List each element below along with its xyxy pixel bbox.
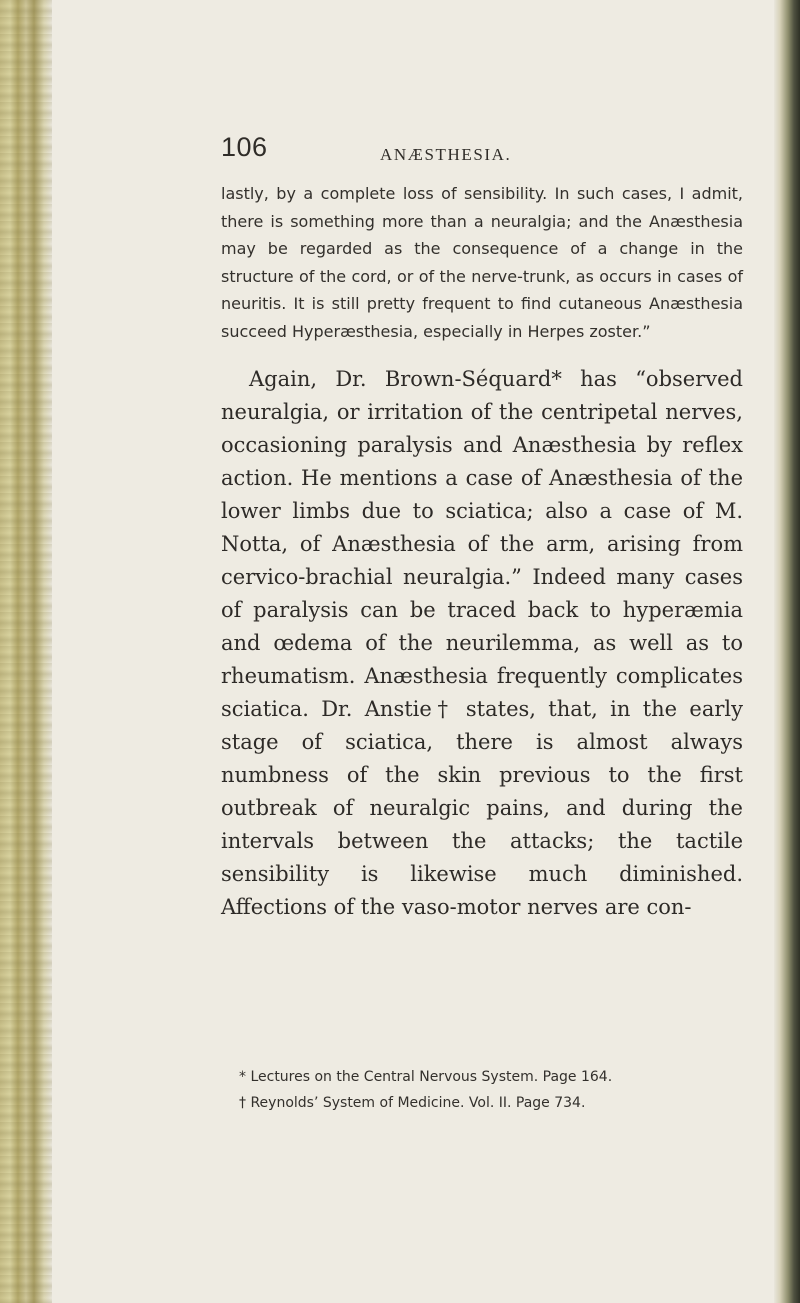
footnote-1: * Lectures on the Central Nervous System. Page 164.	[239, 1069, 613, 1085]
body-paragraph: Again, Dr. Brown-Séquard* has “observed neuralgia, or irritation of the centripetal nerves, occasioning paralysis and Anæsthesia by reflex action. He mentions a case of Anæsthesia of the lower limbs due to sciatica; also a case of M. Notta, of Anæsthesia of the arm, arising from cervico-brachial neuralgia.” Indeed many cases of paralysis can be traced back to hyperæmia and œdema of the neurilemma, as well as to rheumatism. Anæsthesia frequently complicates sciatica. Dr. Anstie† states, that, in the early stage of sciatica, there is almost always numbness of the skin previous to the first outbreak of neuralgic pains, and during the intervals between the attacks; the tactile sensibility is likewise much diminished. Affections of the vaso-motor nerves are con-	[221, 367, 743, 919]
page-header	[221, 132, 661, 172]
book-edge-right	[774, 0, 800, 1303]
main-text	[221, 363, 743, 924]
page-number: 106	[221, 132, 268, 162]
footnotes	[239, 1064, 739, 1116]
running-title: ANÆSTHESIA.	[380, 145, 512, 164]
book-binding-left	[0, 0, 52, 1303]
quote-paragraph: lastly, by a complete loss of sensibility. In such cases, I admit, there is something more than a neuralgia; and the Anæsthesia may be regarded as the consequence of a change in the structure of the cord, or of the nerve-trunk, as occurs in cases of neuritis. It is still pretty frequent to find cutaneous Anæsthesia succeed Hyperæsthesia, especially in Herpes zoster.”	[221, 184, 743, 341]
quoted-passage	[221, 180, 743, 345]
footnote-2: † Reynolds’ System of Medicine. Vol. II. Page 734.	[239, 1095, 586, 1111]
